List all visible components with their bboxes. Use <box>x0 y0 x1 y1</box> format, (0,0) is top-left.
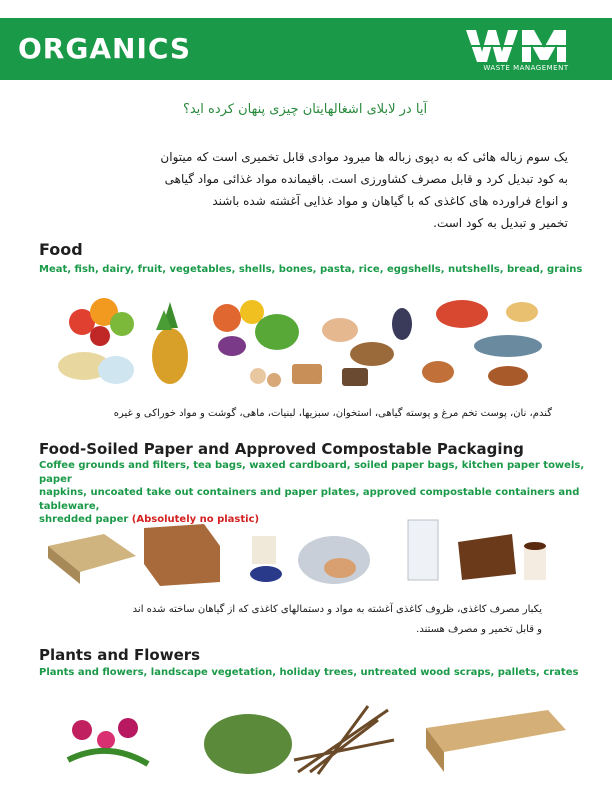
food-items: Meat, fish, dairy, fruit, vegetables, shells, bones, pasta, rice, eggshells, nutshells, bread, grains <box>39 264 583 275</box>
food-heading: Food <box>39 240 83 259</box>
paper-items-line: napkins, uncoated take out containers and paper plates, approved compostable containers and tableware, <box>39 487 580 512</box>
intro-title: آیا در لابلای اشغالهایتان چیزی پنهان کرده اید؟ <box>182 102 428 117</box>
intro-line: به کود تبدیل کرد و قابل مصرف کشاورزی است. باقیمانده مواد غذائی مواد گیاهی <box>164 172 568 186</box>
paper-items-line: shredded paper <box>39 514 129 525</box>
paper-caption-line: و قابل تخمیر و مصرف هستند. <box>416 624 542 635</box>
intro-line: تخمیر و تبدیل به کود است. <box>433 216 568 230</box>
paper-items-line: Coffee grounds and filters, tea bags, waxed cardboard, soiled paper bags, kitchen paper towels, paper <box>39 460 585 485</box>
food-caption: گندم، نان، پوست تخم مرغ و پوسته گیاهی، استخوان، سبزیها، لبنیات، ماهی، گوشت و مواد خوراکی و غیره <box>113 408 552 419</box>
logo-subtitle: WASTE MANAGEMENT <box>483 64 569 72</box>
header-banner <box>0 18 612 80</box>
paper-caption-line: یکبار مصرف کاغذی، ظروف کاغذی آغشته به مواد و دستمالهای کاغذی که از گیاهان ساخته شده اند <box>132 604 542 615</box>
wm-logo <box>462 28 590 74</box>
food-illustration <box>52 284 562 396</box>
paper-heading: Food-Soiled Paper and Approved Compostable Packaging <box>39 440 524 458</box>
plants-illustration <box>48 700 568 782</box>
page-title: ORGANICS <box>18 32 192 65</box>
intro-line: یک سوم زباله هائی که به دپوی زباله ها میرود موادی قابل تخمیری است که میتوان <box>160 150 568 164</box>
intro-line: و انواع فراورده های کاغذی که با گیاهان و مواد غذایی آغشته شده باشند <box>212 194 568 208</box>
no-plastic-note: (Absolutely no plastic) <box>131 514 260 525</box>
wm-logo-icon <box>462 28 590 64</box>
plants-items: Plants and flowers, landscape vegetation, holiday trees, untreated wood scraps, pallets, crates <box>39 667 579 678</box>
paper-illustration <box>44 516 564 590</box>
paper-caption <box>72 600 542 640</box>
plants-heading: Plants and Flowers <box>39 646 201 664</box>
intro-paragraph <box>40 146 568 234</box>
